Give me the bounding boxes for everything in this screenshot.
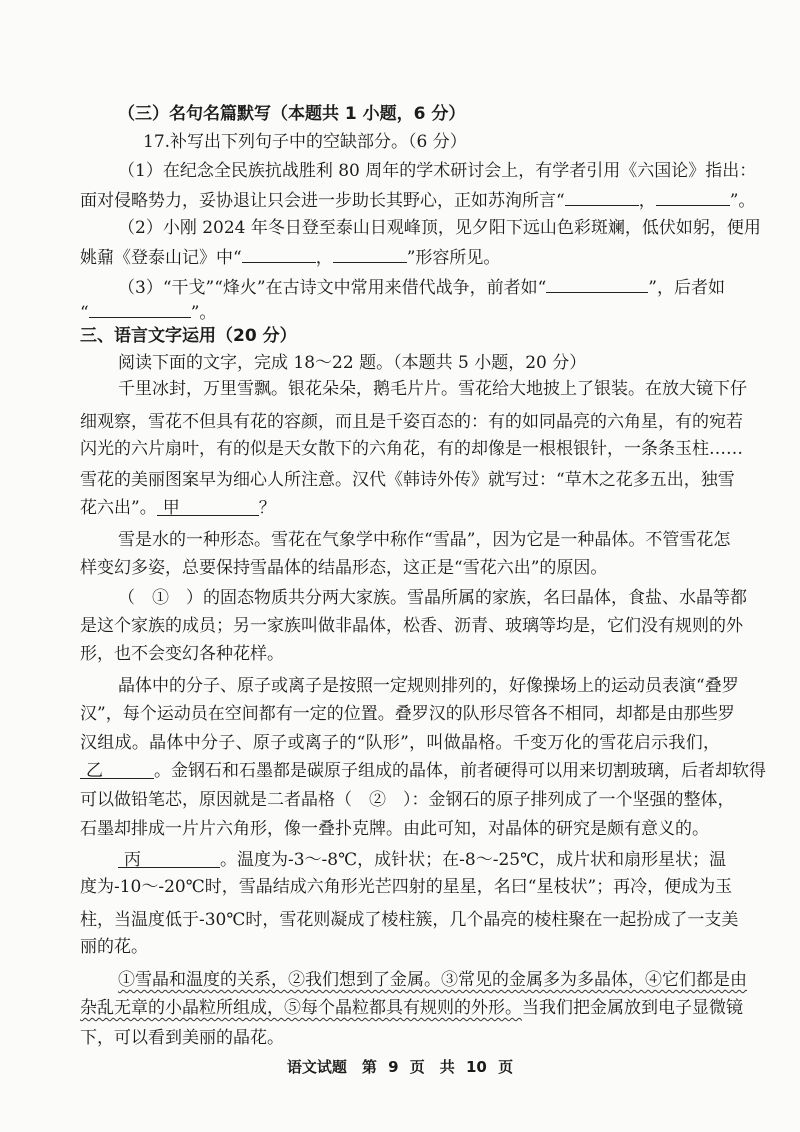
text-line bbox=[80, 936, 720, 958]
answer-blank bbox=[565, 187, 639, 206]
text-segment: 细观察，雪花不但具有花的容颜，而且是千姿百态的：有的如同晶亮的六角星，有的宛若 bbox=[80, 412, 743, 432]
answer-blank bbox=[656, 187, 730, 206]
text-line bbox=[143, 131, 720, 153]
text-segment: 下，可以看到美丽的晶花。 bbox=[80, 1028, 284, 1048]
text-segment: 花六出”。 bbox=[80, 498, 157, 518]
text-line bbox=[80, 789, 735, 811]
text-segment: （2）小刚 2024 年冬日登至泰山日观峰顶，见夕阳下远山色彩斑斓，低伏如躬，便用 bbox=[118, 218, 761, 238]
page-footer: 语文试题 第 9 页 共 10 页 bbox=[286, 1058, 514, 1076]
text-segment: 柱，当温度低于-30℃时，雪花则凝成了棱柱簇，几个晶亮的棱柱聚在一起扮成了一支美 bbox=[80, 910, 739, 930]
text-line bbox=[80, 643, 720, 665]
text-line bbox=[118, 160, 757, 182]
wavy-underlined-text: ①雪晶和温度的关系，②我们想到了金属。③常见的金属多为多晶体，④它们都是由 bbox=[118, 970, 747, 990]
text-line bbox=[80, 244, 720, 269]
text-segment: 。温度为-3～-8℃，成针状；在-8～-25℃，成片状和扇形星状；温 bbox=[220, 850, 727, 870]
text-line bbox=[80, 469, 735, 491]
text-segment: 阅读下面的文字，完成 18～22 题。（本题共 5 小题，20 分） bbox=[118, 353, 587, 373]
text-segment: 17.补写出下列句子中的空缺部分。（6 分） bbox=[143, 132, 467, 152]
text-line bbox=[118, 587, 747, 609]
text-segment: ？ bbox=[258, 498, 276, 518]
text-segment: （三）名句名篇默写（本题共 1 小题，6 分） bbox=[118, 104, 466, 124]
text-line bbox=[80, 732, 720, 754]
text-segment: 雪是水的一种形态。雪花在气象学中称作“雪晶”，因为它是一种晶体。不管雪花怎 bbox=[118, 530, 731, 550]
text-line bbox=[80, 818, 720, 840]
text-line bbox=[80, 909, 739, 931]
text-segment: 三、语言文字运用（20 分） bbox=[80, 326, 297, 346]
text-line bbox=[118, 274, 725, 299]
text-segment: 汉”，每个运动员在空间都有一定的位置。叠罗汉的队形尽管各不相同，却都是由那些罗 bbox=[80, 704, 735, 724]
text-segment: 面对侵略势力，妥协退让只会进一步助长其野心，正如苏洵所言“ bbox=[80, 191, 565, 211]
text-segment: “ bbox=[80, 303, 89, 323]
answer-blank bbox=[546, 274, 648, 293]
text-segment: 是这个家族的成员；另一家族叫做非晶体，松香、沥青、玻璃等均是，它们没有规则的外 bbox=[80, 616, 743, 636]
text-segment: ， bbox=[315, 248, 333, 268]
text-line bbox=[80, 557, 720, 579]
text-segment: 度为-10～-20℃时，雪晶结成六角形光芒四射的星星，名曰“星枝状”；再冷，便成为玉 bbox=[80, 877, 733, 897]
text-segment: 形，也不会变幻各种花样。 bbox=[80, 644, 284, 664]
text-segment: 汉组成。晶体中分子、原子或离子的“队形”，叫做晶格。千变万化的雪花启示我们， bbox=[80, 733, 720, 753]
text-line bbox=[80, 411, 743, 433]
text-line bbox=[118, 378, 747, 400]
text-segment: 丽的花。 bbox=[80, 937, 148, 957]
text-segment: ”。 bbox=[729, 191, 756, 211]
text-segment: 可以做铅笔芯，原因就是二者晶格（ ② ）：金钢石的原子排列成了一个坚强的整体， bbox=[80, 790, 735, 810]
text-line bbox=[118, 103, 720, 125]
text-line bbox=[80, 703, 735, 725]
text-line bbox=[118, 217, 761, 239]
text-line bbox=[80, 1027, 720, 1049]
text-segment: （1）在纪念全民族抗战胜利 80 周年的学术研讨会上，有学者引用《六国论》指出： bbox=[118, 161, 757, 181]
text-segment: 晶体中的分子、原子或离子是按照一定规则排列的，好像操场上的运动员表演“叠罗 bbox=[118, 676, 739, 696]
text-line bbox=[118, 969, 747, 991]
wavy-underlined-text: 杂乱无章的小晶粒所组成，⑤每个晶粒都具有规则的外形。 bbox=[80, 998, 522, 1018]
text-segment: ”，后者如 bbox=[648, 278, 725, 298]
text-line bbox=[118, 675, 739, 697]
text-line bbox=[80, 497, 720, 519]
text-line bbox=[80, 997, 743, 1019]
text-segment: ”。 bbox=[190, 303, 217, 323]
text-segment: 石墨却排成一片片六角形，像一叠扑克牌。由此可知，对晶体的研究是颇有意义的。 bbox=[80, 819, 709, 839]
answer-blank bbox=[89, 299, 191, 318]
text-segment: 雪花的美丽图案早为细心人所注意。汉代《韩诗外传》就写过：“草木之花多五出，独雪 bbox=[80, 470, 735, 490]
answer-blank: 乙 bbox=[80, 760, 154, 779]
text-line bbox=[118, 352, 720, 374]
text-line bbox=[80, 876, 733, 898]
text-segment: 闪光的六片扇叶，有的似是天女散下的六角花，有的却像是一根根银针，一条条玉柱…… bbox=[80, 439, 743, 459]
text-line bbox=[118, 849, 727, 871]
text-segment: 姚鼐《登泰山记》中“ bbox=[80, 248, 242, 268]
text-line bbox=[80, 299, 720, 324]
text-segment: （3）“干戈”“烽火”在古诗文中常用来借代战争，前者如“ bbox=[118, 278, 547, 298]
text-segment: ， bbox=[638, 191, 656, 211]
text-segment: （ ① ）的固态物质共分两大家族。雪晶所属的家族，名曰晶体，食盐、水晶等都 bbox=[118, 588, 747, 608]
text-segment: 。金钢石和石墨都是碳原子组成的晶体，前者硬得可以用来切割玻璃，后者却软得 bbox=[154, 761, 766, 781]
text-line bbox=[80, 325, 720, 347]
text-segment: 当我们把金属放到电子显微镜 bbox=[522, 998, 743, 1018]
text-segment: ”形容所见。 bbox=[406, 248, 501, 268]
text-line bbox=[118, 529, 731, 551]
text-line bbox=[80, 615, 743, 637]
text-segment: 千里冰封，万里雪飘。银花朵朵，鹅毛片片。雪花给大地披上了银装。在放大镜下仔 bbox=[118, 379, 747, 399]
answer-blank: 丙 bbox=[118, 849, 220, 868]
text-line bbox=[80, 760, 766, 782]
text-line bbox=[80, 438, 743, 460]
answer-blank bbox=[333, 244, 407, 263]
text-line bbox=[80, 187, 756, 212]
answer-blank: 甲 bbox=[157, 497, 259, 516]
text-segment: 样变幻多姿，总要保持雪晶体的结晶形态，这正是“雪花六出”的原因。 bbox=[80, 558, 608, 578]
answer-blank bbox=[242, 244, 316, 263]
